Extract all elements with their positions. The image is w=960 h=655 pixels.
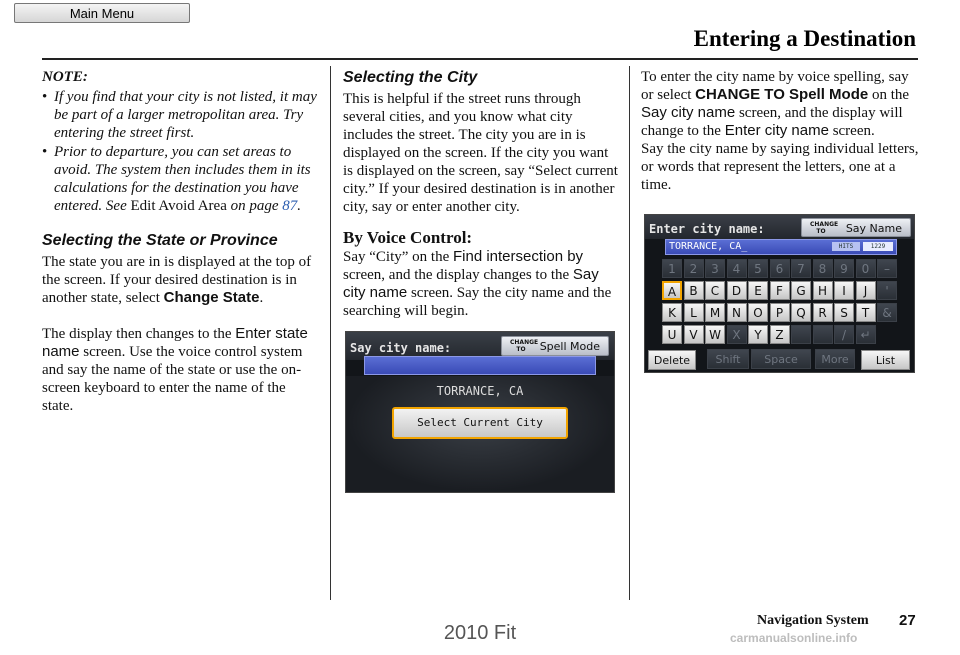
key-I[interactable]: I — [834, 281, 854, 300]
key-R[interactable]: R — [813, 303, 833, 322]
enter-city-name-screen — [644, 214, 915, 373]
footer-section-name: Navigation System — [757, 613, 869, 628]
key-7[interactable]: 7 — [791, 259, 811, 278]
key-O[interactable]: O — [748, 303, 768, 322]
key-K[interactable]: K — [662, 303, 682, 322]
watermark: carmanualsonline.info — [730, 631, 858, 645]
key-Q[interactable]: Q — [791, 303, 811, 322]
list-button[interactable]: List — [861, 350, 910, 370]
key-/[interactable]: / — [834, 325, 854, 344]
key-U[interactable]: U — [662, 325, 682, 344]
key-J[interactable]: J — [856, 281, 876, 300]
key-G[interactable]: G — [791, 281, 811, 300]
note-bullet: • If you find that your city is not listed, it may be part of a larger metropolitan area. Try entering the street first. — [42, 89, 317, 141]
key-A[interactable]: A — [662, 281, 682, 300]
key-H[interactable]: H — [813, 281, 833, 300]
paragraph: This is helpful if the street runs through several cities, and you know what city includes the street. The city you are in is displayed on the screen. If the city you want is displayed on the screen, say “Select current city.” If your desired destination is in another city, say or enter another city. — [343, 91, 618, 215]
key-6[interactable]: 6 — [770, 259, 790, 278]
current-city-text: TORRANCE, CA — [436, 384, 524, 398]
more-button[interactable]: More — [815, 349, 855, 369]
key-W[interactable]: W — [705, 325, 725, 344]
paragraph: Say “City” on the Find intersection by screen, and the display changes to the Say city name screen. Say the city name and the searching will begin. — [343, 248, 612, 319]
screen-title: Say city name: — [350, 341, 452, 355]
edit-avoid-area-ref: Edit Avoid Area — [130, 198, 227, 214]
paragraph: Say the city name by saying individual letters, or words that represent the letters, one at a time. — [641, 141, 919, 193]
key-2[interactable]: 2 — [684, 259, 704, 278]
column-divider — [330, 66, 331, 600]
key-blank[interactable] — [813, 325, 833, 344]
key-Z[interactable]: Z — [770, 325, 790, 344]
say-city-name-screen — [345, 331, 615, 493]
key-C[interactable]: C — [705, 281, 725, 300]
paragraph: The display then changes to the Enter state name screen. Use the voice control system and say the name of the state or use the on-screen keyboard to enter the name of the state. — [42, 325, 308, 414]
key-L[interactable]: L — [684, 303, 704, 322]
page-title: Entering a Destination — [693, 26, 916, 51]
screen-title: Enter city name: — [649, 222, 765, 236]
change-to-say-name-button[interactable]: CHANGE TO Say Name — [801, 218, 911, 237]
column-right — [641, 68, 919, 194]
hits-label: HITS — [832, 242, 860, 251]
key-3[interactable]: 3 — [705, 259, 725, 278]
section-title-state: Selecting the State or Province — [42, 232, 278, 249]
header-rule — [42, 58, 918, 60]
key-V[interactable]: V — [684, 325, 704, 344]
section-title-city: Selecting the City — [343, 69, 478, 86]
shift-button[interactable]: Shift — [707, 349, 749, 369]
key-D[interactable]: D — [727, 281, 747, 300]
key-X[interactable]: X — [727, 325, 747, 344]
select-current-city-button[interactable]: Select Current City — [392, 407, 568, 439]
key-4[interactable]: 4 — [727, 259, 747, 278]
key-B[interactable]: B — [684, 281, 704, 300]
city-input-bar — [364, 356, 596, 375]
footer-model: 2010 Fit — [443, 622, 517, 644]
column-middle — [343, 68, 618, 320]
key-P[interactable]: P — [770, 303, 790, 322]
key-5[interactable]: 5 — [748, 259, 768, 278]
key-0[interactable]: 0 — [856, 259, 876, 278]
key-&[interactable]: & — [877, 303, 897, 322]
column-left — [42, 68, 320, 415]
key-8[interactable]: 8 — [813, 259, 833, 278]
key-blank[interactable] — [791, 325, 811, 344]
page-87-link[interactable]: 87 — [282, 198, 298, 214]
key-Y[interactable]: Y — [748, 325, 768, 344]
key-T[interactable]: T — [856, 303, 876, 322]
paragraph: The state you are in is displayed at the top of the screen. If your desired destination is in another state, select Change State. — [42, 254, 312, 306]
column-divider — [629, 66, 630, 600]
key-–[interactable]: – — [877, 259, 897, 278]
key-'[interactable]: ' — [877, 281, 897, 300]
change-to-spell-mode-button[interactable]: CHANGE TO Spell Mode — [501, 336, 609, 356]
key-S[interactable]: S — [834, 303, 854, 322]
hits-count: 1229 — [863, 242, 893, 251]
note-label: NOTE: — [42, 69, 88, 85]
page-number: 27 — [899, 612, 916, 629]
delete-button[interactable]: Delete — [648, 350, 696, 370]
key-9[interactable]: 9 — [834, 259, 854, 278]
note-bullet: • Prior to departure, you can set areas to avoid. The system then includes them in its calculations for the destination you have entered. See Edit Avoid Area on page 87. — [42, 144, 311, 214]
key-N[interactable]: N — [727, 303, 747, 322]
key-E[interactable]: E — [748, 281, 768, 300]
key-1[interactable]: 1 — [662, 259, 682, 278]
subsection-title: By Voice Control: — [343, 228, 473, 247]
space-button[interactable]: Space — [751, 349, 811, 369]
paragraph: To enter the city name by voice spelling, say or select CHANGE TO Spell Mode on the Say city name screen, and the display will change to the Enter city name screen. — [641, 69, 910, 139]
key-M[interactable]: M — [705, 303, 725, 322]
city-input-field: TORRANCE, CA_ HITS 1229 — [665, 239, 897, 255]
key-F[interactable]: F — [770, 281, 790, 300]
main-menu-button[interactable]: Main Menu — [14, 3, 190, 23]
key-↵[interactable]: ↵ — [856, 325, 876, 344]
